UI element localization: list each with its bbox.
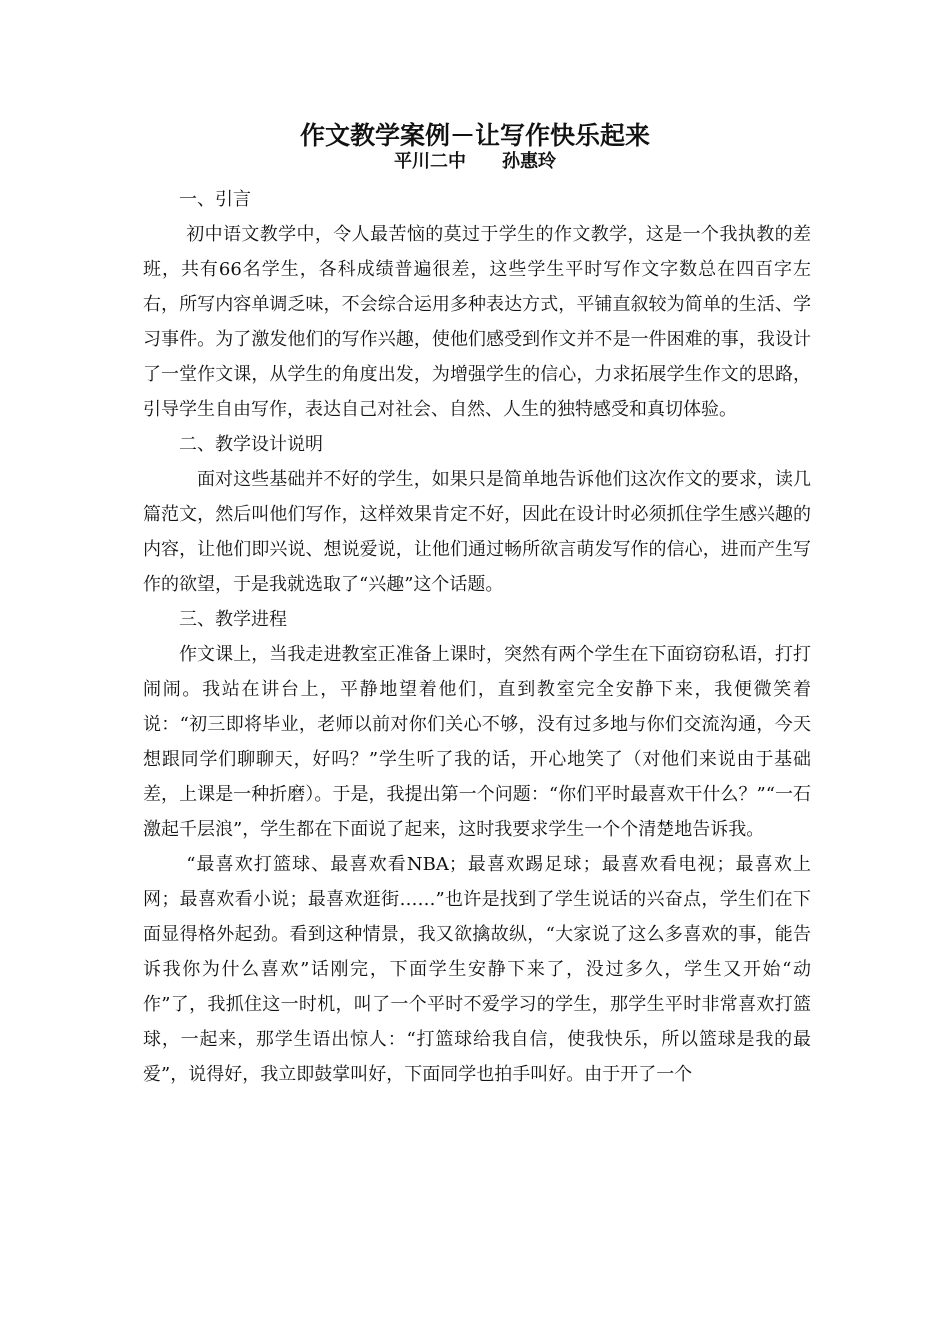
author-name: 孙惠玲 xyxy=(502,151,556,172)
paragraph: 面对这些基础并不好的学生，如果只是简单地告诉他们这次作文的要求，读几篇范文，然后叫他们写作，这样效果肯定不好，因此在设计时必须抓住学生感兴趣的内容，让他们即兴说、想说爱说，让他们通过畅所欲言萌发写作的信心，进而产生写作的欲望，于是我就选取了“兴趣”这个话题。 xyxy=(143,469,811,595)
author-line xyxy=(0,150,950,174)
paragraph: “最喜欢打篮球、最喜欢看NBA；最喜欢踢足球；最喜欢看电视；最喜欢上网；最喜欢看小说；最喜欢逛街……”也许是找到了学生说话的兴奋点，学生们在下面显得格外起劲。看到这种情景，我又欲擒故纵，“大家说了这么多喜欢的事，能告诉我你为什么喜欢”话刚完，下面学生安静下来了，没过多久，学生又开始“动作”了，我抓住这一时机，叫了一个平时不爱学习的学生，那学生平时非常喜欢打篮球，一起来，那学生语出惊人：“打篮球给我自信，使我快乐，所以篮球是我的最爱”，说得好，我立即鼓掌叫好，下面同学也拍手叫好。由于开了一个 xyxy=(143,854,811,1085)
document-body xyxy=(143,182,811,1092)
paragraph: 作文课上，当我走进教室正准备上课时，突然有两个学生在下面窃窃私语，打打闹闹。我站在讲台上，平静地望着他们，直到教室完全安静下来，我便微笑着说：“初三即将毕业，老师以前对你们关心不够，没有过多地与你们交流沟通，今天想跟同学们聊聊天，好吗？”学生听了我的话，开心地笑了（对他们来说由于基础差，上课是一种折磨）。于是，我提出第一个问题：“你们平时最喜欢干什么？”“一石激起千层浪”，学生都在下面说了起来，这时我要求学生一个个清楚地告诉我。 xyxy=(143,644,811,840)
author-school: 平川二中 xyxy=(394,151,466,172)
document-title: 作文教学案例－让写作快乐起来 xyxy=(299,121,650,150)
section-heading: 二、教学设计说明 xyxy=(179,434,323,455)
section-heading: 三、教学进程 xyxy=(179,609,287,630)
section-heading: 一、引言 xyxy=(179,189,251,210)
paragraph: 初中语文教学中，令人最苦恼的莫过于学生的作文教学，这是一个我执教的差班，共有66名学生，各科成绩普遍很差，这些学生平时写作文字数总在四百字左右，所写内容单调乏味，不会综合运用多种表达方式，平铺直叙较为简单的生活、学习事件。为了激发他们的写作兴趣，使他们感受到作文并不是一件困难的事，我设计了一堂作文课，从学生的角度出发，为增强学生的信心，力求拓展学生作文的思路，引导学生自由写作，表达自己对社会、自然、人生的独特感受和真切体验。 xyxy=(143,224,811,420)
